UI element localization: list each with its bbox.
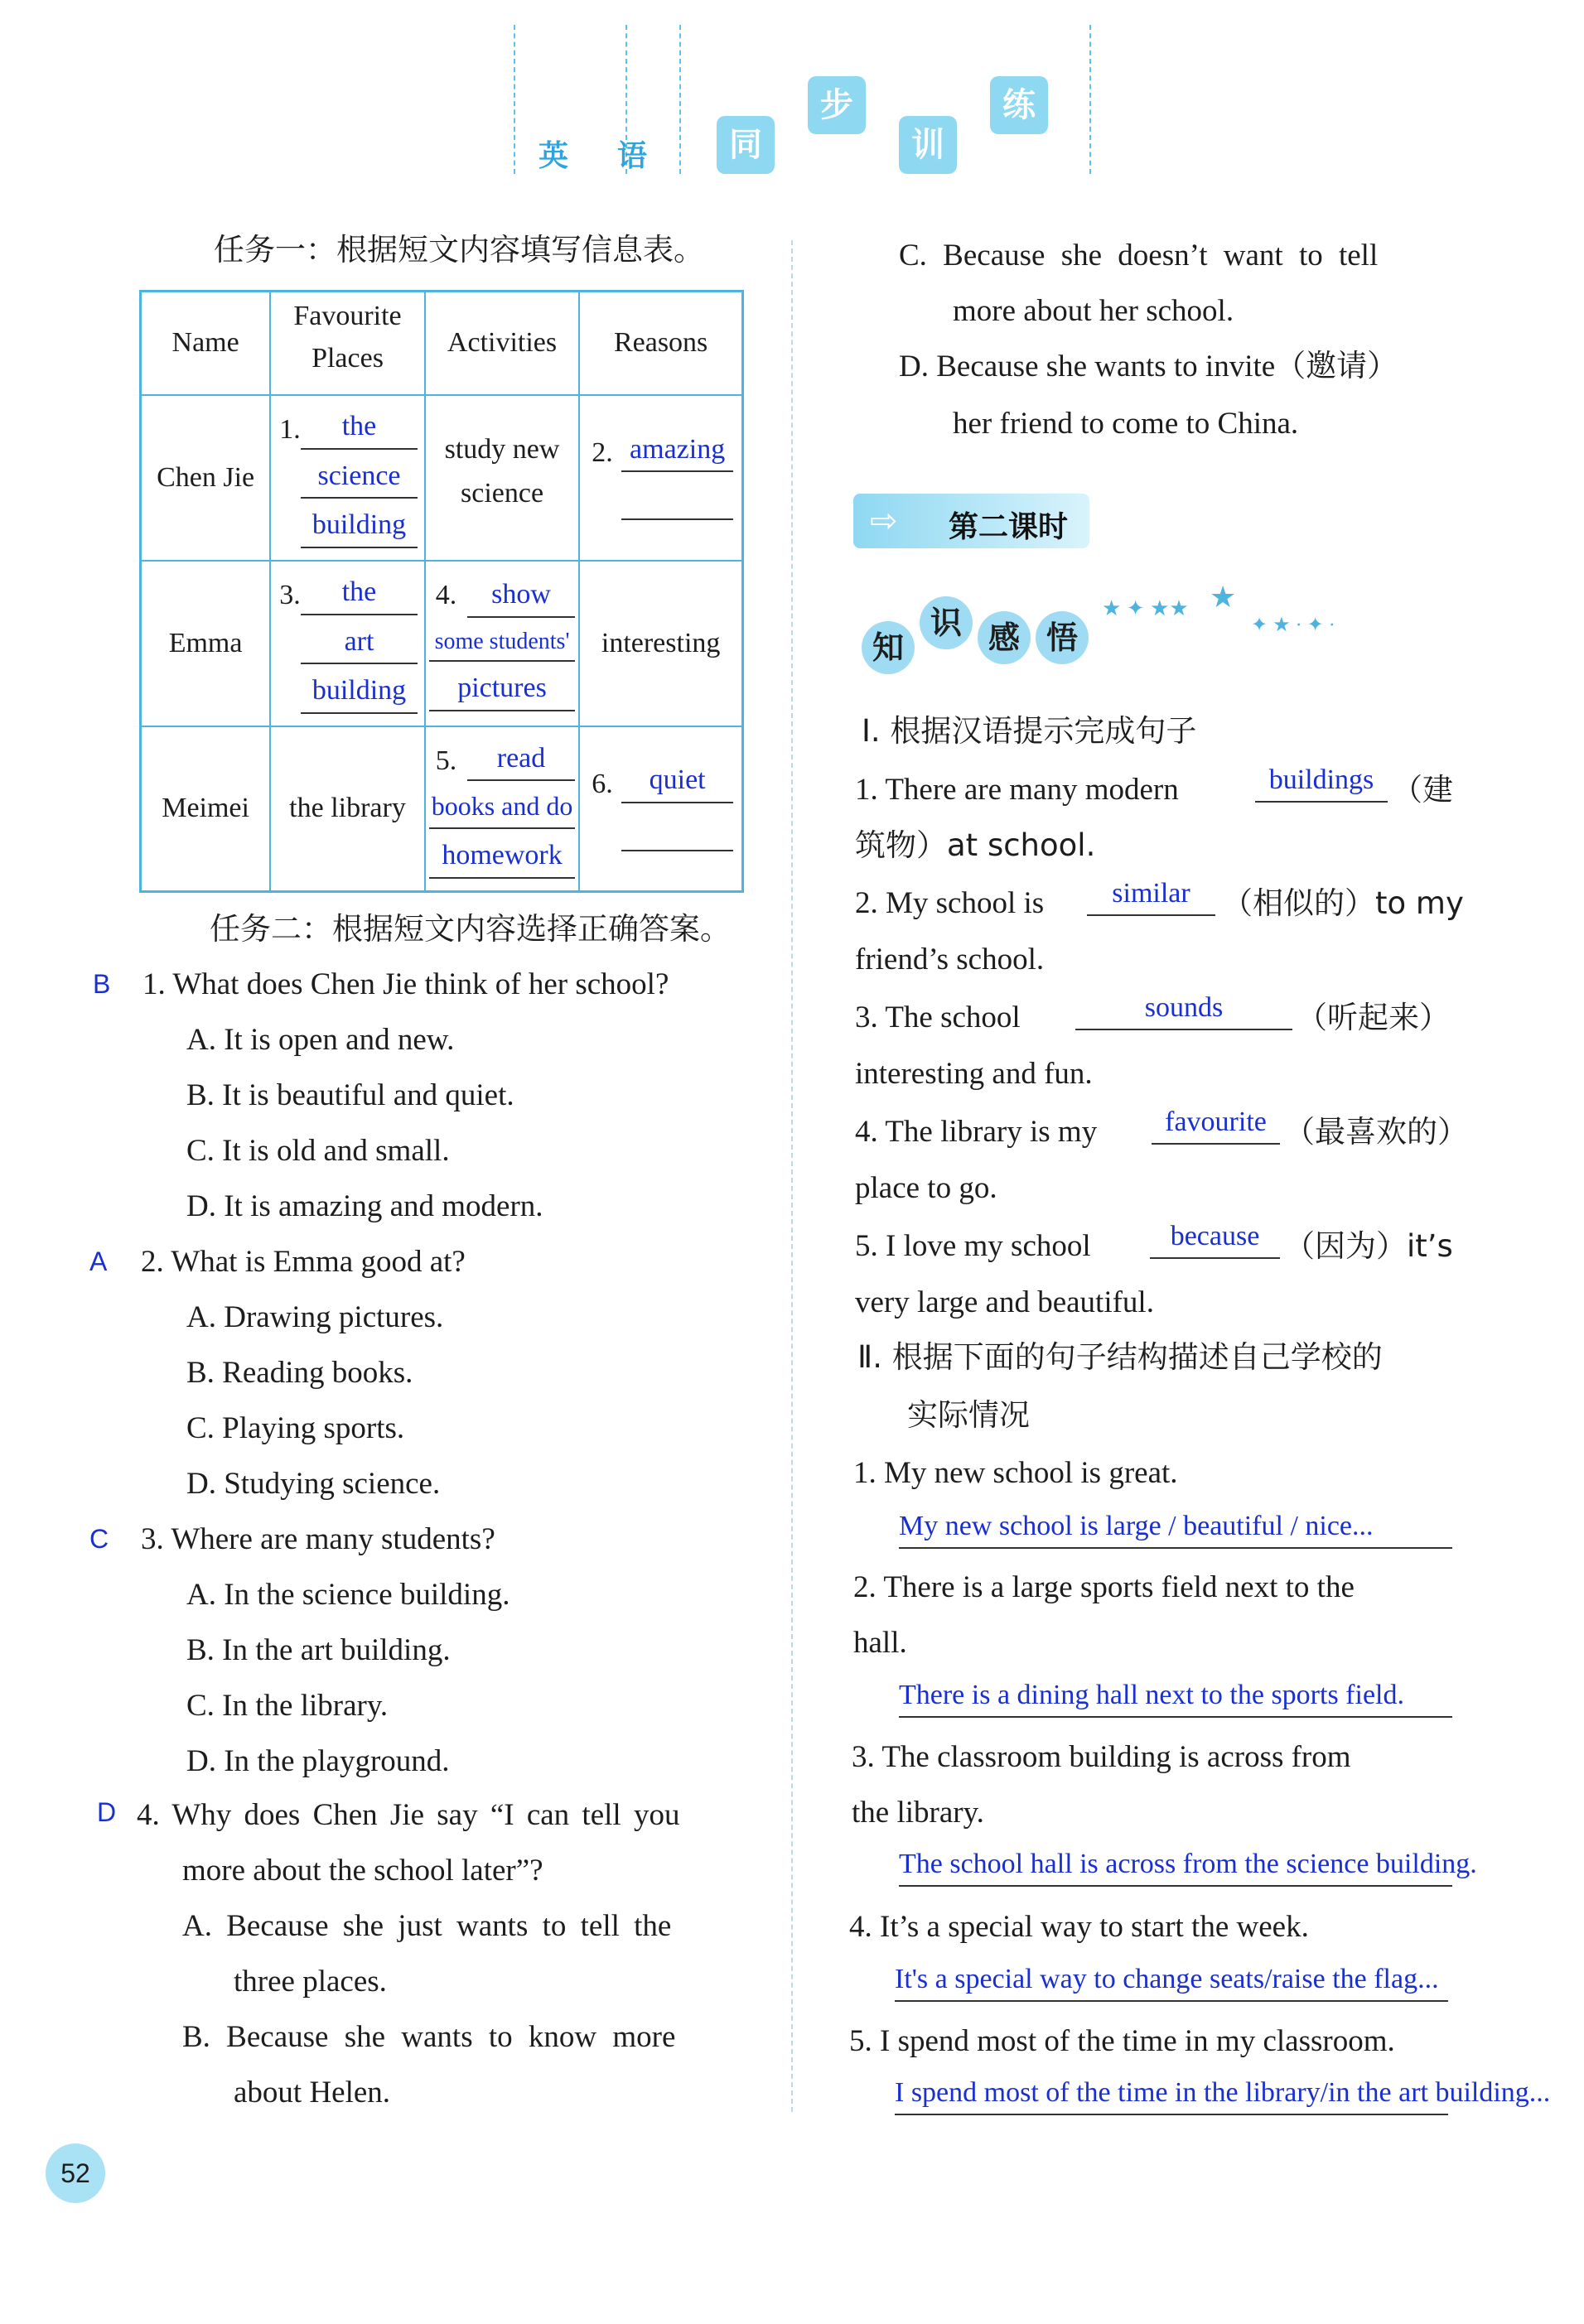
s2-text: 2. My school is: [855, 886, 1045, 920]
p1-answer: My new school is large / beautiful / nice...: [899, 1512, 1452, 1549]
s4-text-cont: place to go.: [855, 1171, 997, 1205]
s5-text-cont: very large and beautiful.: [855, 1285, 1154, 1319]
cell-reason-6: 6. quiet: [579, 726, 742, 892]
question-2: 2. What is Emma good at?: [141, 1245, 466, 1279]
q4-option-d-line2: her friend to come to China.: [953, 407, 1299, 441]
s4-answer: favourite: [1152, 1108, 1280, 1145]
q4-option-b-line1: B. Because she wants to know more: [182, 2020, 676, 2054]
s5-hint: （因为）it’s: [1284, 1228, 1453, 1264]
answer-q3: C: [89, 1524, 109, 1554]
q1-option-c: C. It is old and small.: [186, 1134, 450, 1168]
task2-title: 任务二：根据短文内容选择正确答案。: [210, 911, 731, 947]
p3-answer: The school hall is across from the science building.: [899, 1850, 1452, 1887]
cell-place-1: 1. the science building: [270, 395, 425, 561]
answer-q1: B: [93, 969, 111, 999]
q4-option-c-line2: more about her school.: [953, 294, 1234, 328]
q3-option-c: C. In the library.: [186, 1689, 389, 1723]
q2-option-d: D. Studying science.: [186, 1467, 441, 1501]
s1-hint: （建: [1392, 772, 1453, 808]
knowledge-char-4: 悟: [1036, 611, 1089, 664]
answer-q4: D: [97, 1797, 117, 1827]
question-3: 3. Where are many students?: [141, 1522, 495, 1556]
arrow-right-icon: ⇨: [870, 502, 898, 540]
p5-text: 5. I spend most of the time in my classroom.: [849, 2024, 1395, 2058]
s4-text: 4. The library is my: [855, 1115, 1098, 1149]
cell-place-meimei: the library: [270, 726, 425, 892]
header-char-6: 练: [990, 76, 1048, 134]
q4-option-a-line1: A. Because she just wants to tell the: [182, 1909, 672, 1943]
s1-text-cont: 筑物）at school.: [855, 827, 1096, 863]
cell-name-chen-jie: Chen Jie: [141, 395, 271, 561]
header-char-5: 训: [899, 116, 957, 174]
p2-text-cont: hall.: [853, 1626, 907, 1660]
question-4-line2: more about the school later”?: [182, 1854, 543, 1888]
cell-name-meimei: Meimei: [141, 726, 271, 892]
p5-answer: I spend most of the time in the library/in the art building...: [895, 2079, 1448, 2115]
s3-text: 3. The school: [855, 1000, 1021, 1034]
header-favourite-places: Favourite Places: [270, 292, 425, 395]
p4-answer: It's a special way to change seats/raise the flag...: [895, 1965, 1448, 2002]
cell-name-emma: Emma: [141, 561, 271, 726]
info-table: [139, 290, 744, 893]
header-reasons: Reasons: [579, 292, 742, 395]
q2-option-b: B. Reading books.: [186, 1356, 413, 1390]
s2-answer: similar: [1087, 880, 1215, 916]
q3-option-a: A. In the science building.: [186, 1578, 510, 1612]
section2-title-line1: Ⅱ. 根据下面的句子结构描述自己学校的: [857, 1339, 1383, 1375]
header-char-4: 步: [808, 76, 866, 134]
header-char-1: 英: [538, 139, 569, 173]
p2-text: 2. There is a large sports field next to the: [853, 1570, 1355, 1604]
knowledge-char-2: 识: [920, 596, 973, 649]
p2-answer: There is a dining hall next to the sports field.: [899, 1681, 1452, 1718]
knowledge-char-3: 感: [978, 611, 1031, 664]
s2-hint: （相似的）to my: [1222, 885, 1464, 921]
s4-hint: （最喜欢的）: [1284, 1114, 1468, 1150]
p4-text: 4. It’s a special way to start the week.: [849, 1910, 1309, 1944]
cell-activity-1: study new science: [425, 395, 580, 561]
q4-option-d-line1: D. Because she wants to invite（邀请）: [899, 350, 1398, 383]
q3-option-b: B. In the art building.: [186, 1633, 451, 1667]
s5-text: 5. I love my school: [855, 1229, 1091, 1263]
cell-activity-4: 4. show some students' pictures: [425, 561, 580, 726]
page-number-badge: [46, 2143, 105, 2203]
header-char-2: 语: [617, 139, 648, 173]
cell-reason-emma: interesting: [579, 561, 742, 726]
s1-text: 1. There are many modern: [855, 773, 1179, 807]
knowledge-banner: [862, 580, 1408, 687]
s1-answer: buildings: [1255, 766, 1388, 803]
star-icon: ✦ ★ · ✦ ·: [1251, 615, 1335, 636]
lesson-title: 第二课时: [949, 510, 1069, 544]
s5-answer: because: [1150, 1222, 1280, 1259]
q2-option-c: C. Playing sports.: [186, 1411, 405, 1445]
star-icon: ★: [1210, 581, 1237, 614]
section1-title: Ⅰ. 根据汉语提示完成句子: [862, 713, 1197, 749]
task1-title: 任务一：根据短文内容填写信息表。: [214, 232, 704, 268]
lesson-banner: [853, 494, 1089, 548]
header-activities: Activities: [425, 292, 580, 395]
column-divider: [791, 240, 793, 2112]
section2-title-line2: 实际情况: [907, 1397, 1030, 1433]
p1-text: 1. My new school is great.: [853, 1456, 1178, 1490]
p3-text-cont: the library.: [852, 1796, 984, 1830]
q3-option-d: D. In the playground.: [186, 1744, 450, 1778]
cell-place-3: 3. the art building: [270, 561, 425, 726]
header-name: Name: [141, 292, 271, 395]
q4-option-b-line2: about Helen.: [234, 2076, 391, 2109]
q4-option-a-line2: three places.: [234, 1965, 387, 1999]
cell-activity-5: 5. read books and do homework: [425, 726, 580, 892]
header-char-3: 同: [717, 116, 775, 174]
s3-text-cont: interesting and fun.: [855, 1057, 1093, 1091]
s2-text-cont: friend’s school.: [855, 943, 1045, 976]
q1-option-d: D. It is amazing and modern.: [186, 1189, 543, 1223]
q1-option-b: B. It is beautiful and quiet.: [186, 1078, 514, 1112]
question-4-line1: 4. Why does Chen Jie say “I can tell you: [137, 1798, 680, 1832]
page-number: 52: [60, 2158, 90, 2188]
answer-q2: A: [89, 1246, 108, 1276]
knowledge-char-1: 知: [862, 621, 915, 674]
s3-answer: sounds: [1075, 994, 1292, 1030]
cell-reason-2: 2. amazing: [579, 395, 742, 561]
q1-option-a: A. It is open and new.: [186, 1023, 455, 1057]
star-icon: ★ ✦ ★★: [1102, 596, 1189, 620]
s3-hint: （听起来）: [1297, 1000, 1450, 1035]
p3-text: 3. The classroom building is across from: [852, 1740, 1351, 1774]
q4-option-c-line1: C. Because she doesn’t want to tell: [899, 239, 1379, 272]
q2-option-a: A. Drawing pictures.: [186, 1300, 444, 1334]
question-1: 1. What does Chen Jie think of her school?: [142, 967, 669, 1001]
